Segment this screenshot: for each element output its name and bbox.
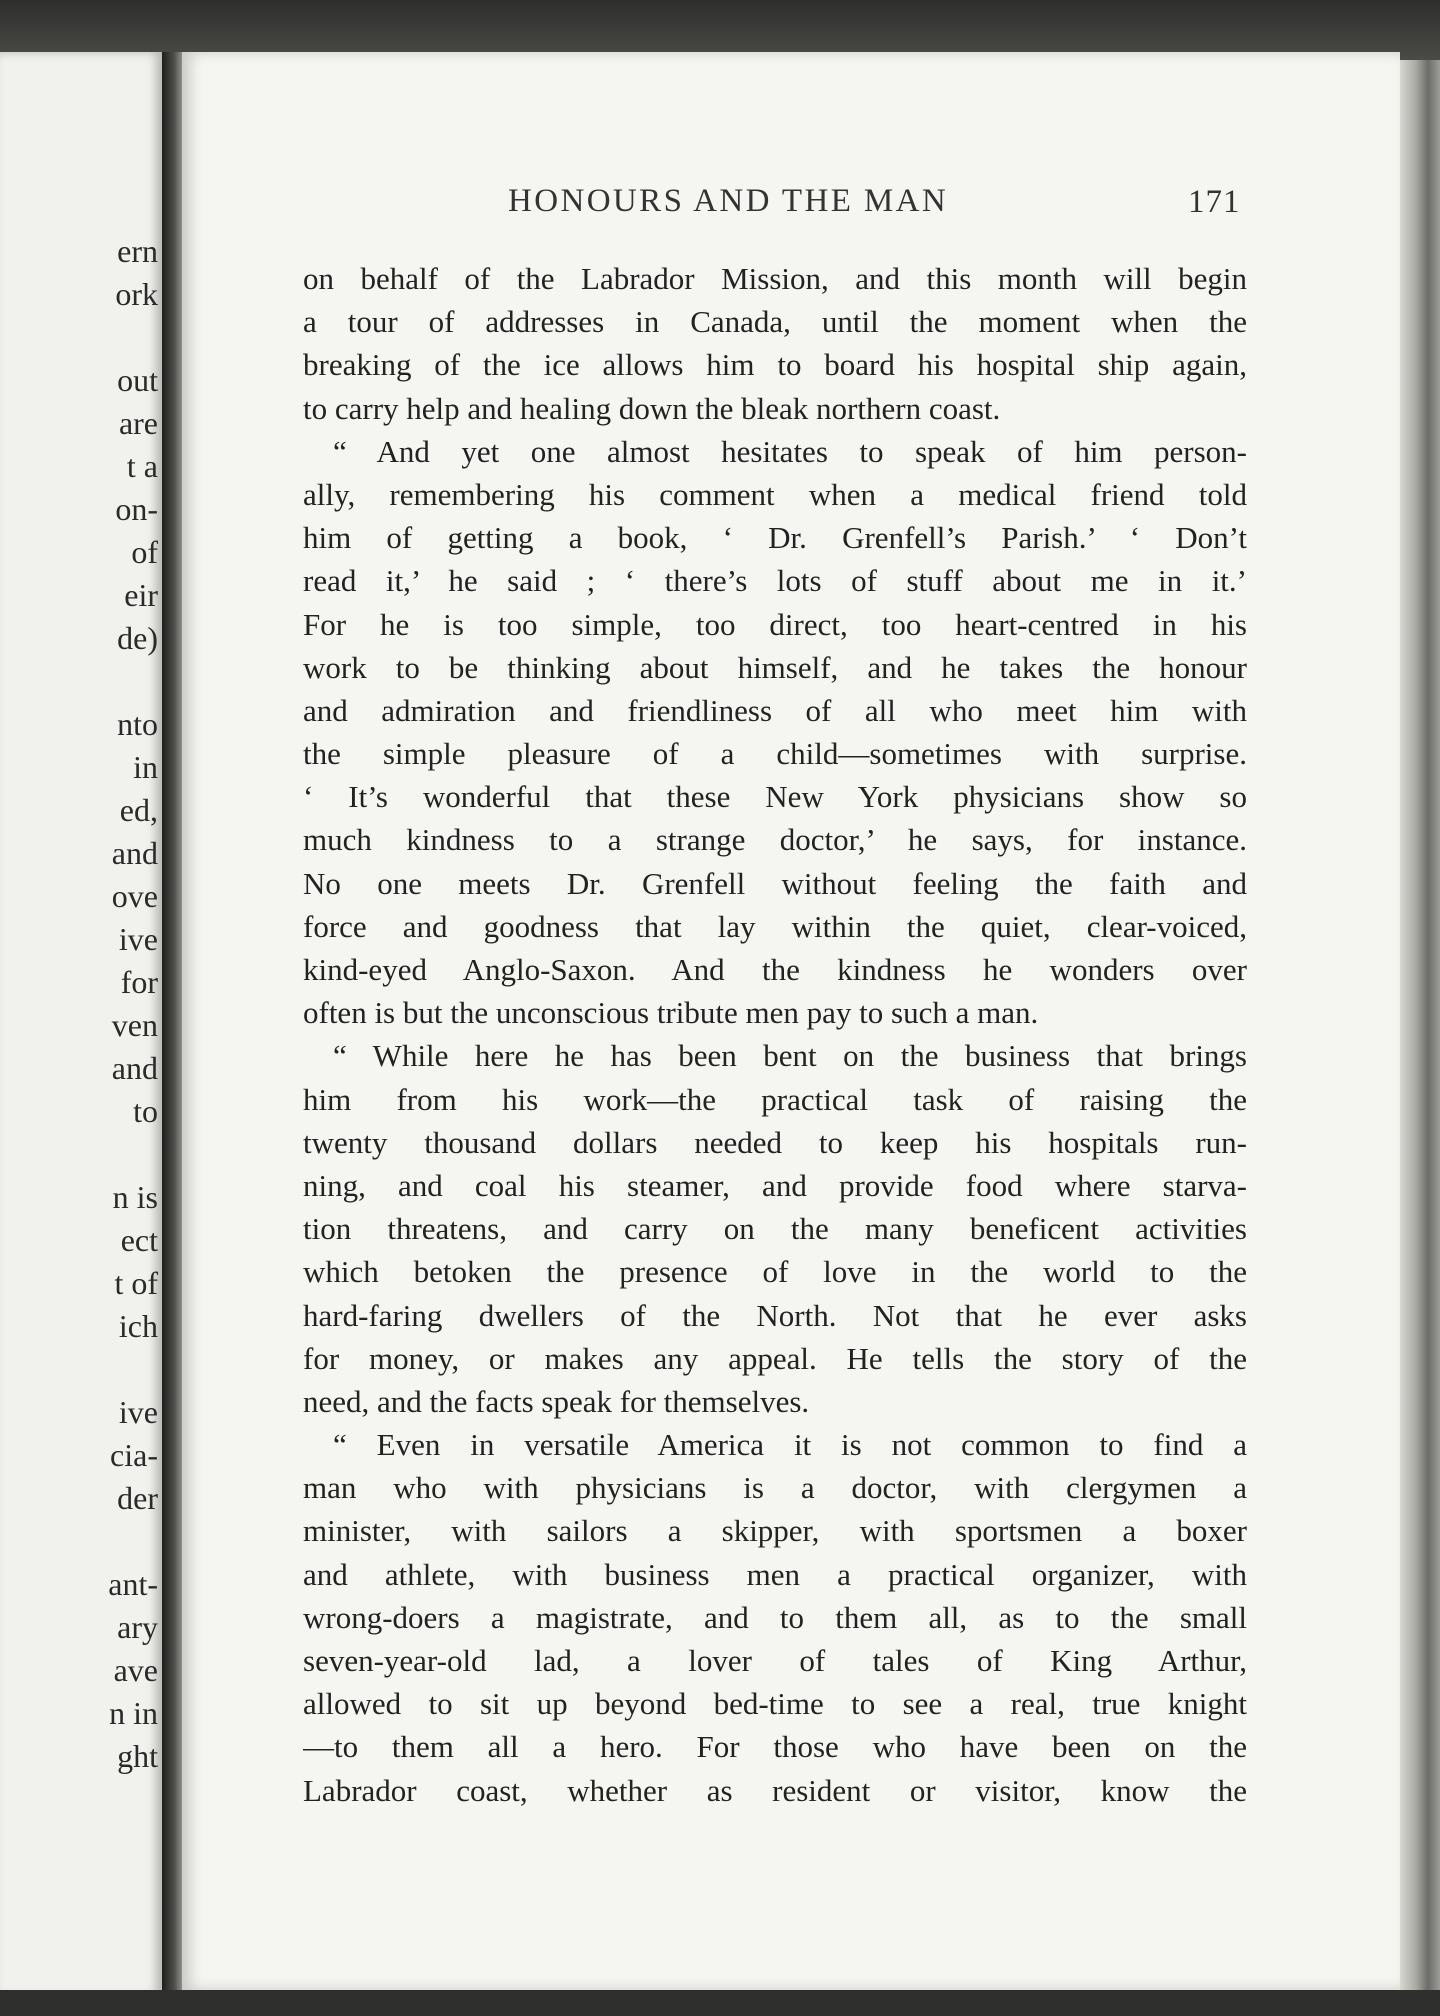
text-line: seven-year-old lad, a lover of tales of King Arthur, [303,1643,1247,1678]
left-page-line: ed, [119,792,158,828]
text-line: for money, or makes any appeal. He tells the story of the [303,1340,1247,1376]
text-line: the simple pleasure of a child—sometimes with surprise. [303,736,1247,772]
left-page-line: n is [112,1179,158,1215]
left-page-line: ive [118,1394,158,1430]
left-page-line: and [111,835,158,871]
left-page-line: ect [120,1222,158,1258]
text-line: ‘ It’s wonderful that these New York physicians show so [303,779,1247,815]
left-page-line: t of [114,1265,158,1301]
left-page-line: are [118,405,158,441]
text-line: him of getting a book, ‘ Dr. Grenfell’s Parish.’ ‘ Don’t [303,520,1247,556]
text-line: ning, and coal his steamer, and provide food where starva- [303,1167,1247,1203]
text-line: wrong-doers a magistrate, and to them all, as to the small [303,1599,1247,1635]
running-head: HONOURS AND THE MAN [508,183,949,219]
left-page-line: ork [115,276,158,312]
left-page-line: cia- [110,1437,158,1473]
scan-background-top [0,0,1440,60]
left-page-line: n in [109,1695,158,1731]
text-line: work to be thinking about himself, and he takes the honour [303,649,1247,685]
text-line: and athlete, with business men a practical organizer, with [303,1556,1247,1592]
left-page [0,52,162,1997]
left-page-line: of [131,534,158,570]
left-page-line: t a [126,448,158,484]
left-page-line: ern [117,233,158,269]
left-page-line: ove [111,878,158,914]
text-line: ally, remembering his comment when a medical friend told [303,476,1247,512]
text-line: to carry help and healing down the bleak northern coast. [303,390,1001,426]
text-line: kind-eyed Anglo-Saxon. And the kindness he wonders over [303,952,1247,987]
page-number: 171 [1188,184,1241,220]
left-page-line: ant- [108,1566,158,1602]
left-page-line: eir [124,577,158,613]
left-page-line: out [117,362,158,398]
page-edge [1400,60,1440,1990]
left-page-line: in [133,749,158,785]
left-page-line: to [133,1093,158,1129]
text-line: much kindness to a strange doctor,’ he says, for instance. [303,822,1247,858]
text-line: a tour of addresses in Canada, until the moment when the [303,304,1247,340]
body-text [303,257,1247,1812]
text-line: on behalf of the Labrador Mission, and this month will begin [303,261,1247,296]
text-line: For he is too simple, too direct, too heart-centred in his [303,606,1247,642]
text-line: which betoken the presence of love in the world to the [303,1254,1247,1290]
text-line: read it,’ he said ; ‘ there’s lots of stuff about me in it.’ [303,563,1247,599]
left-page-line: de) [117,620,158,656]
left-page-line: ven [111,1007,158,1043]
left-page-line: ich [118,1308,158,1344]
text-line: force and goodness that lay within the quiet, clear-voiced, [303,908,1247,944]
text-line: man who with physicians is a doctor, with clergymen a [303,1470,1247,1506]
text-line: allowed to sit up beyond bed-time to see a real, true knight [303,1686,1247,1722]
text-line: breaking of the ice allows him to board his hospital ship again, [303,347,1247,383]
left-page-line: ive [118,921,158,957]
left-page-line: der [117,1480,158,1516]
text-line: —to them all a hero. For those who have been on the [303,1729,1247,1765]
text-line: “ While here he has been bent on the business that brings [333,1038,1247,1074]
left-page-line: nto [117,706,158,742]
text-line: often is but the unconscious tribute men pay to such a man. [303,995,1039,1031]
text-line: him from his work—the practical task of raising the [303,1081,1247,1117]
text-line: “ And yet one almost hesitates to speak of him person- [333,433,1247,469]
text-line: hard-faring dwellers of the North. Not that he ever asks [303,1297,1247,1333]
scan-background-bottom [0,1990,1440,2016]
text-line: “ Even in versatile America it is not common to find a [333,1427,1247,1463]
text-line: No one meets Dr. Grenfell without feeling the faith and [303,865,1247,901]
text-line: twenty thousand dollars needed to keep his hospitals run- [303,1124,1247,1160]
text-line: tion threatens, and carry on the many beneficent activities [303,1211,1247,1247]
text-line: Labrador coast, whether as resident or visitor, know the [303,1772,1247,1808]
left-page-line: for [120,964,158,1000]
text-line: need, and the facts speak for themselves. [303,1383,810,1419]
left-page-line: and [111,1050,158,1086]
left-page-line: ary [117,1609,158,1645]
book-gutter [162,52,182,1997]
left-page-line: ave [113,1652,158,1688]
left-page-line: ght [117,1738,158,1774]
text-line: minister, with sailors a skipper, with sportsmen a boxer [303,1513,1247,1549]
text-line: and admiration and friendliness of all who meet him with [303,692,1247,728]
left-page-line: on- [115,491,158,527]
